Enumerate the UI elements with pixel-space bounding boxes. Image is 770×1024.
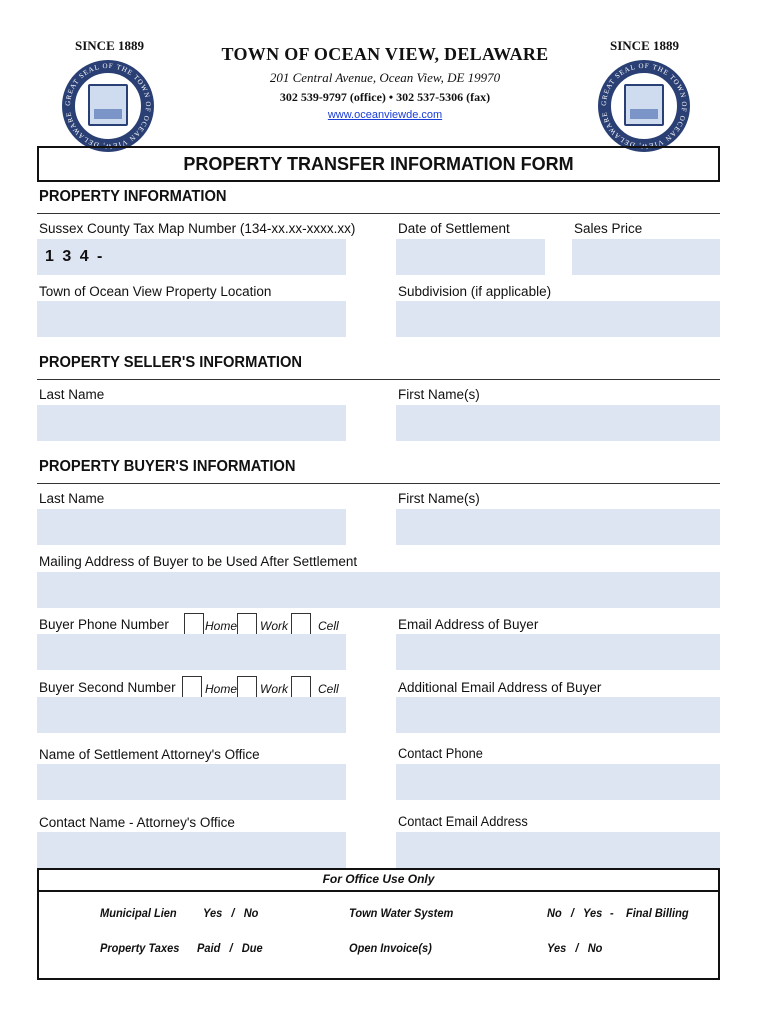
- property-location-field[interactable]: [37, 301, 346, 337]
- divider: [37, 379, 720, 380]
- tax-map-label: Sussex County Tax Map Number (134-xx.xx-xxxx.xx): [39, 221, 356, 236]
- subdivision-field[interactable]: [396, 301, 720, 337]
- contact-name-field[interactable]: [37, 832, 346, 868]
- seller-first-name-label: First Name(s): [398, 387, 480, 402]
- buyer-last-name-label: Last Name: [39, 491, 105, 506]
- municipal-lien-label: Municipal Lien: [100, 906, 177, 920]
- divider: [37, 483, 720, 484]
- attorney-office-field[interactable]: [37, 764, 346, 800]
- seller-last-name-label: Last Name: [39, 387, 105, 402]
- seller-first-name-field[interactable]: [396, 405, 720, 441]
- seller-last-name-field[interactable]: [37, 405, 346, 441]
- attorney-office-label: Name of Settlement Attorney's Office: [39, 747, 260, 762]
- buyer-email2-field[interactable]: [396, 697, 720, 733]
- sales-price-field[interactable]: [572, 239, 720, 275]
- property-section-heading: PROPERTY INFORMATION: [39, 188, 227, 205]
- sales-price-label: Sales Price: [574, 221, 643, 236]
- second-cell-label: Cell: [318, 682, 339, 696]
- tax-map-field[interactable]: 1 3 4 -: [37, 239, 346, 275]
- final-billing-label: Final Billing: [626, 906, 689, 920]
- town-phone: 302 539-9797 (office) • 302 537-5306 (fax): [279, 90, 491, 104]
- property-taxes-label: Property Taxes: [100, 941, 180, 955]
- seal-text-right: GREAT SEAL OF THE TOWN OF OCEAN VIEW, DELAWARE: [599, 61, 689, 151]
- buyer-second-phone-label: Buyer Second Number: [39, 680, 176, 695]
- buyer-second-phone-field[interactable]: [37, 697, 346, 733]
- town-website-link[interactable]: www.oceanviewde.com: [327, 109, 443, 121]
- settlement-date-field[interactable]: [396, 239, 545, 275]
- phone-home-label: Home: [205, 619, 238, 633]
- phone-work-label: Work: [260, 619, 288, 633]
- seal-text-left: GREAT SEAL OF THE TOWN OF OCEAN VIEW, DELAWARE: [63, 61, 153, 151]
- form-title: PROPERTY TRANSFER INFORMATION FORM: [37, 146, 720, 182]
- contact-email-label: Contact Email Address: [398, 814, 528, 829]
- mailing-address-label: Mailing Address of Buyer to be Used After Settlement: [39, 554, 358, 569]
- buyer-phone-label: Buyer Phone Number: [39, 617, 169, 632]
- buyer-last-name-field[interactable]: [37, 509, 346, 545]
- town-water-options: No / Yes: [547, 906, 603, 920]
- subdivision-label: Subdivision (if applicable): [398, 284, 552, 299]
- second-home-label: Home: [205, 682, 238, 696]
- town-title: TOWN OF OCEAN VIEW, DELAWARE: [221, 44, 549, 64]
- contact-name-label: Contact Name - Attorney's Office: [39, 815, 235, 830]
- since-left: SINCE 1889: [75, 38, 144, 53]
- open-invoices-label: Open Invoice(s): [349, 941, 432, 955]
- buyer-phone-field[interactable]: [37, 634, 346, 670]
- divider: [37, 213, 720, 214]
- buyer-first-name-label: First Name(s): [398, 491, 480, 506]
- buyer-email-field[interactable]: [396, 634, 720, 670]
- second-work-label: Work: [260, 682, 288, 696]
- municipal-lien-options: Yes / No: [203, 906, 259, 920]
- contact-phone-label: Contact Phone: [398, 746, 483, 761]
- open-invoices-options: Yes / No: [547, 941, 603, 955]
- phone-cell-label: Cell: [318, 619, 339, 633]
- buyer-email-label: Email Address of Buyer: [398, 617, 539, 632]
- buyer-email2-label: Additional Email Address of Buyer: [398, 680, 602, 695]
- town-address: 201 Central Avenue, Ocean View, DE 19970: [269, 70, 501, 85]
- contact-phone-field[interactable]: [396, 764, 720, 800]
- property-location-label: Town of Ocean View Property Location: [39, 284, 272, 299]
- seller-section-heading: PROPERTY SELLER'S INFORMATION: [39, 354, 303, 371]
- contact-email-field[interactable]: [396, 832, 720, 868]
- town-water-label: Town Water System: [349, 906, 454, 920]
- town-water-dash: -: [610, 906, 614, 920]
- since-right: SINCE 1889: [610, 38, 679, 53]
- mailing-address-field[interactable]: [37, 572, 720, 608]
- buyer-first-name-field[interactable]: [396, 509, 720, 545]
- property-taxes-options: Paid / Due: [197, 941, 263, 955]
- settlement-date-label: Date of Settlement: [398, 221, 510, 236]
- office-use-heading: For Office Use Only: [37, 868, 720, 892]
- buyer-section-heading: PROPERTY BUYER'S INFORMATION: [39, 458, 296, 475]
